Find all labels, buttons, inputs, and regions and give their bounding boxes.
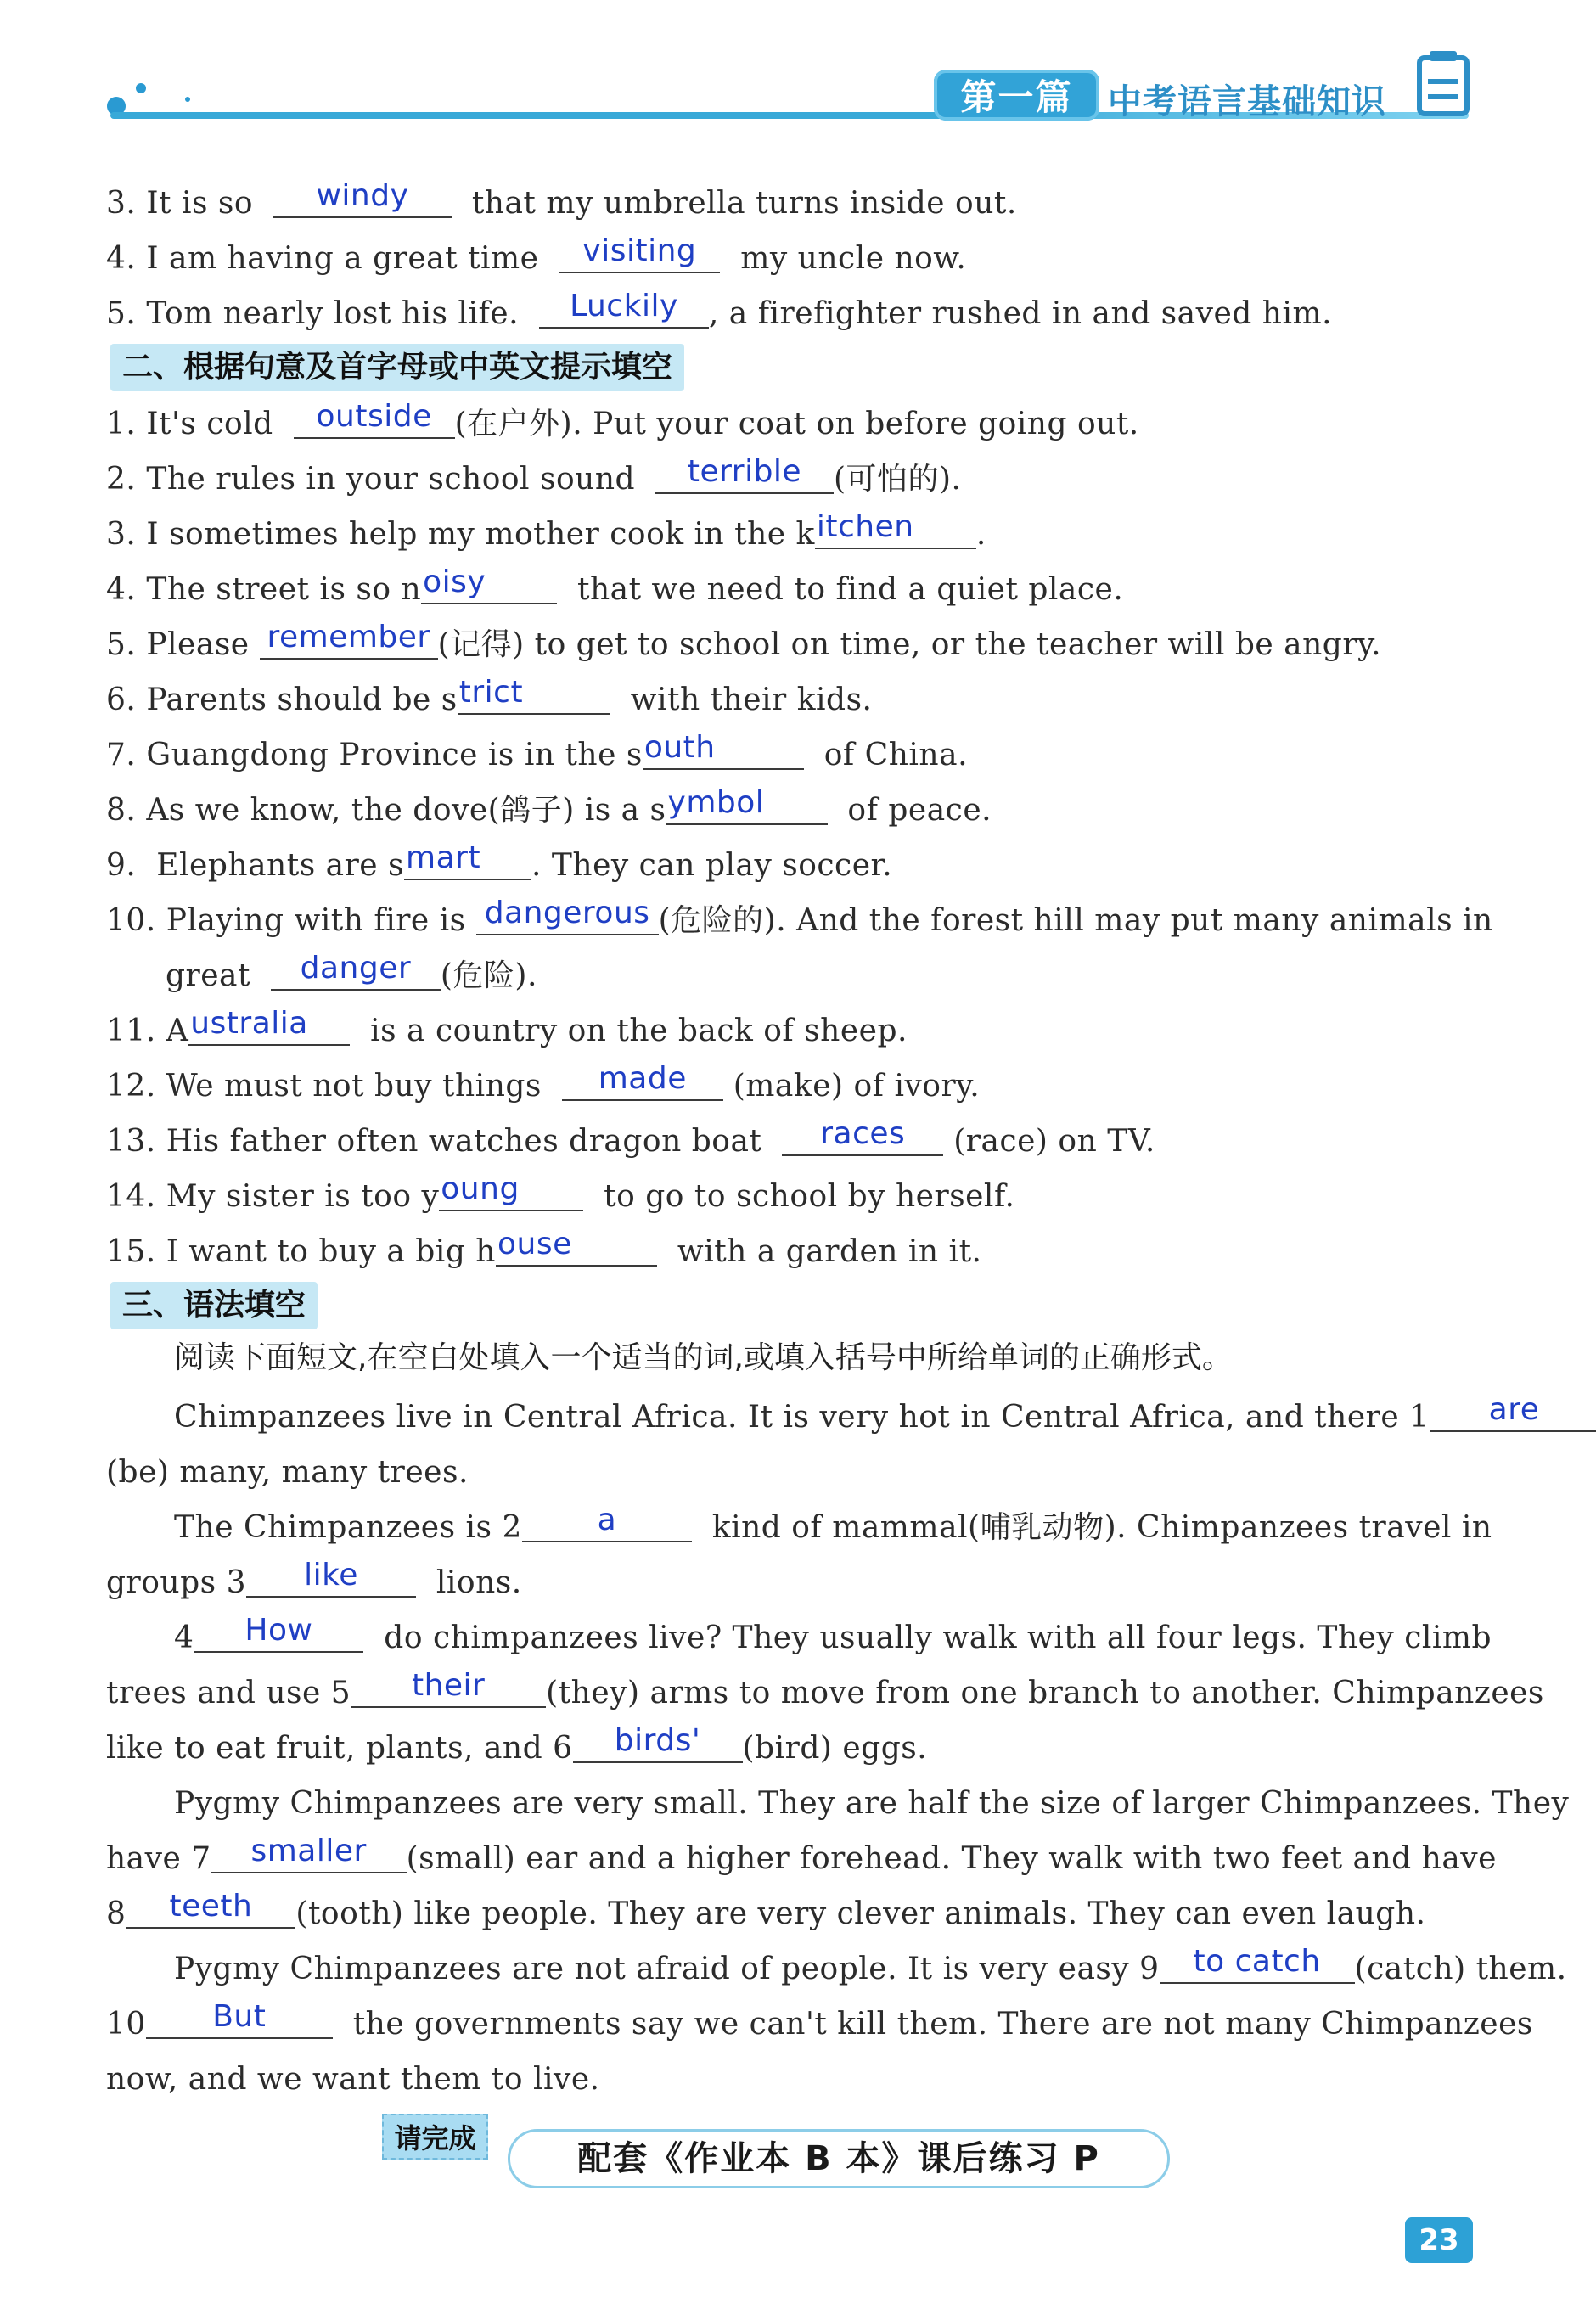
chapter-badge: 第一篇 xyxy=(934,70,1099,121)
answer-blank[interactable]: trict xyxy=(458,676,610,715)
header-dot-small xyxy=(185,97,190,102)
passage-line: 8 teeth (tooth) like people. They are very clever animals. They can even laugh. xyxy=(106,1889,1426,1931)
question-row: 14. My sister is too y oung to go to school by herself. xyxy=(106,1171,1015,1214)
question-row: 4. The street is so n oisy that we need to find a quiet place. xyxy=(106,565,1124,607)
passage-line: now, and we want them to live. xyxy=(106,2062,600,2097)
answer-blank[interactable]: their xyxy=(351,1669,546,1708)
answer-blank[interactable]: are xyxy=(1430,1393,1596,1432)
question-row: great danger (危险). xyxy=(166,951,537,993)
question-row: 8. As we know, the dove(鸽子) is a s ymbol of peace. xyxy=(106,785,992,828)
passage-line: like to eat fruit, plants, and 6 birds' (bird) eggs. xyxy=(106,1723,928,1766)
answer-blank[interactable]: outside xyxy=(294,400,455,439)
page-number: 23 xyxy=(1405,2217,1473,2263)
section-heading: 三、语法填空 xyxy=(110,1282,318,1329)
passage-line: Pygmy Chimpanzees are very small. They are half the size of larger Chimpanzees. They xyxy=(174,1786,1570,1821)
answer-blank[interactable]: How xyxy=(194,1614,363,1653)
passage-line: (be) many, many trees. xyxy=(106,1455,469,1490)
book-logo-icon xyxy=(1416,49,1470,119)
passage-line: 10 But the governments say we can't kill them. There are not many Chimpanzees xyxy=(106,1999,1533,2042)
answer-blank[interactable]: outh xyxy=(643,731,804,770)
passage-line: 4 How do chimpanzees live? They usually walk with all four legs. They climb xyxy=(174,1613,1492,1655)
answer-blank[interactable]: remember xyxy=(260,621,438,660)
answer-blank[interactable]: mart xyxy=(404,841,531,880)
question-row: 13. His father often watches dragon boat races (race) on TV. xyxy=(106,1116,1155,1159)
answer-blank[interactable]: oisy xyxy=(421,565,557,604)
answer-blank[interactable]: oung xyxy=(439,1172,583,1211)
answer-blank[interactable]: terrible xyxy=(655,455,834,494)
answer-blank[interactable]: to catch xyxy=(1160,1945,1355,1984)
answer-blank[interactable]: a xyxy=(522,1503,692,1542)
question-row: 5. Please remember (记得) to get to school on time, or the teacher will be angry. xyxy=(106,620,1382,662)
passage-line: Pygmy Chimpanzees are not afraid of people. It is very easy 9 to catch (catch) them. xyxy=(174,1944,1567,1986)
answer-blank[interactable]: teeth xyxy=(126,1890,295,1929)
passage-line: trees and use 5 their (they) arms to move from one branch to another. Chimpanzees xyxy=(106,1668,1544,1711)
question-row: 10. Playing with fire is dangerous (危险的). And the forest hill may put many animals in xyxy=(106,896,1493,938)
question-row: 6. Parents should be s trict with their kids. xyxy=(106,675,873,717)
question-row: 9. Elephants are s mart . They can play soccer. xyxy=(106,840,893,883)
workbook-reference: 配套《作业本 B 本》课后练习 P xyxy=(508,2129,1170,2188)
answer-blank[interactable]: races xyxy=(782,1117,943,1156)
question-row: 11. A ustralia is a country on the back of sheep. xyxy=(106,1006,908,1048)
question-row: 7. Guangdong Province is in the s outh of China. xyxy=(106,730,969,772)
answer-blank[interactable]: visiting xyxy=(559,234,720,273)
question-row: 12. We must not buy things made (make) of ivory. xyxy=(106,1061,981,1104)
question-row: 5. Tom nearly lost his life. Luckily , a firefighter rushed in and saved him. xyxy=(106,289,1333,331)
question-row: 1. It's cold outside (在户外). Put your coat on before going out. xyxy=(106,399,1139,441)
answer-blank[interactable]: like xyxy=(246,1559,416,1598)
answer-blank[interactable]: Luckily xyxy=(539,289,709,329)
question-row: 15. I want to buy a big h ouse with a garden in it. xyxy=(106,1227,982,1269)
answer-blank[interactable]: itchen xyxy=(815,510,976,549)
answer-blank[interactable]: dangerous xyxy=(476,896,659,935)
passage-line: The Chimpanzees is 2 a kind of mammal(哺乳动物). Chimpanzees travel in xyxy=(174,1503,1492,1545)
header-dot-medium xyxy=(136,83,146,93)
question-row: 4. I am having a great time visiting my uncle now. xyxy=(106,233,967,276)
answer-blank[interactable]: birds' xyxy=(573,1724,743,1763)
passage-line: Chimpanzees live in Central Africa. It is very hot in Central Africa, and there 1 are xyxy=(174,1392,1596,1443)
answer-blank[interactable]: ymbol xyxy=(666,786,828,825)
question-row: 3. I sometimes help my mother cook in the k itchen . xyxy=(106,509,986,552)
passage-line: have 7 smaller (small) ear and a higher forehead. They walk with two feet and have xyxy=(106,1834,1497,1876)
answer-blank[interactable]: But xyxy=(146,2000,333,2039)
question-row: 3. It is so windy that my umbrella turns inside out. xyxy=(106,178,1017,221)
answer-blank[interactable]: smaller xyxy=(211,1834,407,1873)
answer-blank[interactable]: windy xyxy=(273,179,452,218)
answer-blank[interactable]: made xyxy=(562,1062,723,1101)
answer-blank[interactable]: ustralia xyxy=(188,1007,350,1046)
question-row: 2. The rules in your school sound terrible (可怕的). xyxy=(106,454,962,497)
passage-line: groups 3 like lions. xyxy=(106,1558,522,1600)
answer-blank[interactable]: ouse xyxy=(496,1227,657,1267)
chapter-title: 中考语言基础知识 xyxy=(1108,82,1386,121)
section-heading: 二、根据句意及首字母或中英文提示填空 xyxy=(110,344,684,391)
complete-tag: 请完成 xyxy=(382,2114,488,2160)
instructions: 阅读下面短文,在空白处填入一个适当的词,或填入括号中所给单词的正确形式。 xyxy=(174,1340,1233,1375)
answer-blank[interactable]: danger xyxy=(271,952,441,991)
